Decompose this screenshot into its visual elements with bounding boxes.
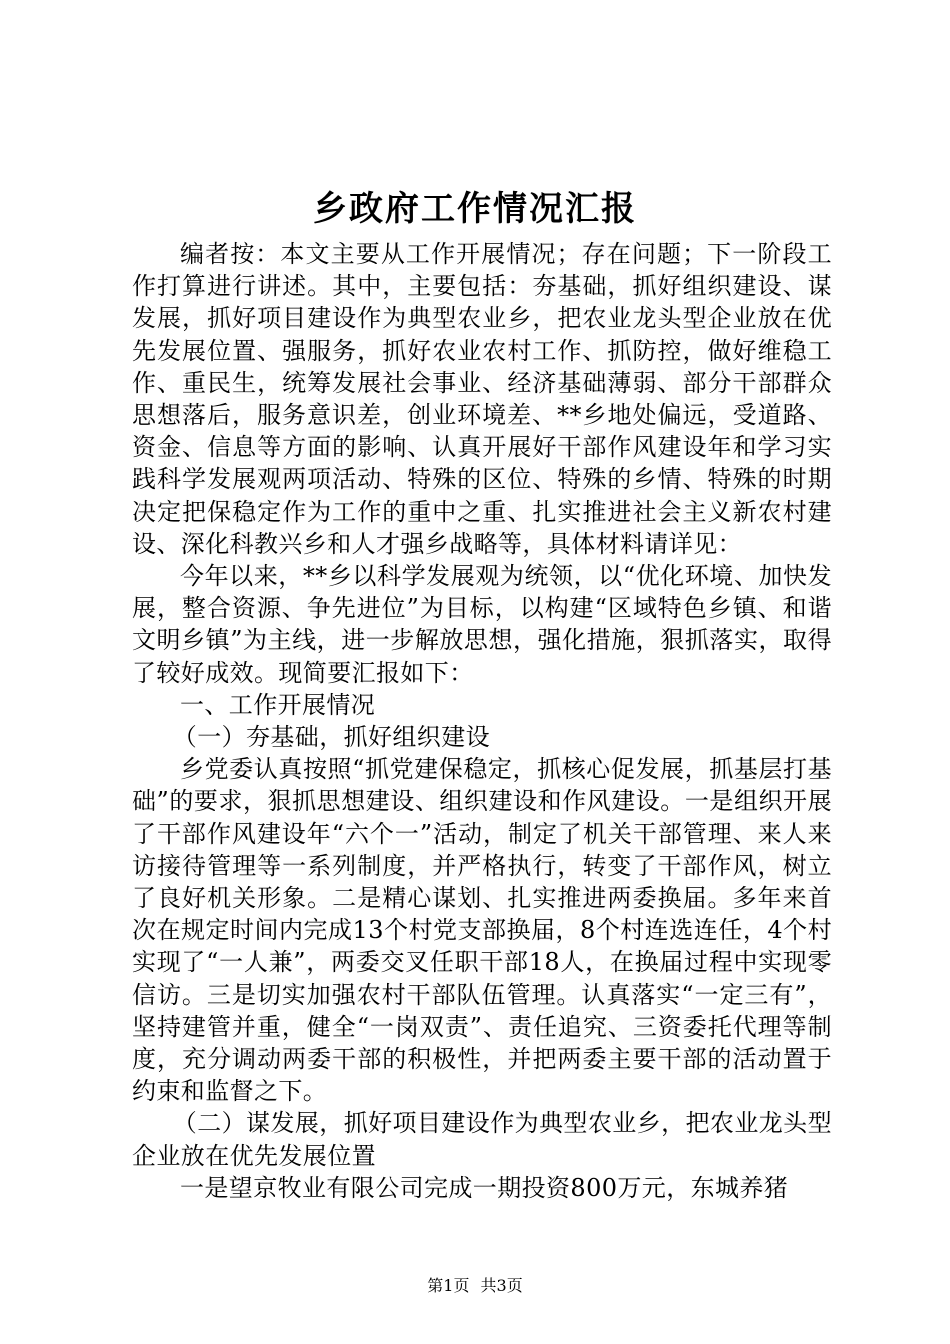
page-number: 第1页	[427, 1276, 470, 1295]
subsection-heading: （一）夯基础，抓好组织建设	[172, 723, 490, 752]
subsection-heading: （二）谋发展，抓好项目建设作为典型农业乡，把农业龙头型企业放在优先发展位置	[132, 1109, 832, 1170]
document-body	[132, 238, 832, 1204]
page-total: 共3页	[480, 1276, 523, 1295]
body-paragraph: 乡党委认真按照“抓党建保稳定，抓核心促发展，抓基层打基础”的要求，狠抓思想建设、组织建设和作风建设。一是组织开展了干部作风建设年“六个一”活动，制定了机关干部管理、来人来访接待管理等一系列制度，并严格执行，转变了干部作风，树立了良好机关形象。二是精心谋划、扎实推进两委换届。多年来首次在规定时间内完成13个村党支部换届，8个村连选连任，4个村实现了“一人兼”，两委交叉任职干部18人，在换届过程中实现零信访。三是切实加强农村干部队伍管理。认真落实“一定三有”，坚持建管并重，健全“一岗双责”、责任追究、三资委托代理等制度，充分调动两委干部的积极性，并把两委主要干部的活动置于约束和监督之下。	[132, 755, 832, 1106]
body-paragraph: 一是望京牧业有限公司完成一期投资800万元，东城养猪	[180, 1173, 789, 1202]
page-footer	[0, 1276, 950, 1296]
section-heading: 一、工作开展情况	[180, 690, 376, 719]
document-title: 乡政府工作情况汇报	[313, 189, 637, 229]
intro-paragraph: 今年以来，**乡以科学发展观为统领，以“优化环境、加快发展，整合资源、争先进位”为目标，以构建“区域特色乡镇、和谐文明乡镇”为主线，进一步解放思想，强化措施，狠抓落实，取得了较好成效。现简要汇报如下：	[132, 562, 832, 687]
editor-note-paragraph: 编者按：本文主要从工作开展情况；存在问题；下一阶段工作打算进行讲述。其中，主要包括：夯基础，抓好组织建设、谋发展，抓好项目建设作为典型农业乡，把农业龙头型企业放在优先发展位置、强服务，抓好农业农村工作、抓防控，做好维稳工作、重民生，统筹发展社会事业、经济基础薄弱、部分干部群众思想落后，服务意识差，创业环境差、**乡地处偏远，受道路、资金、信息等方面的影响、认真开展好干部作风建设年和学习实践科学发展观两项活动、特殊的区位、特殊的乡情、特殊的时期决定把保稳定作为工作的重中之重、扎实推进社会主义新农村建设、深化科教兴乡和人才强乡战略等，具体材料请详见：	[132, 240, 832, 558]
